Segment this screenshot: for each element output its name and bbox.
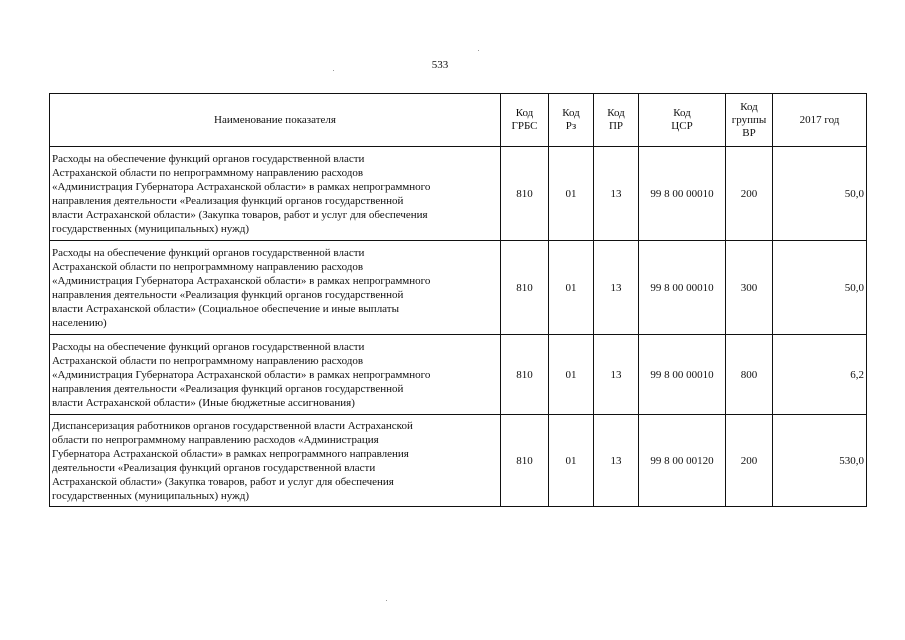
- vr-code: 200: [726, 415, 773, 507]
- indicator-name-line: Расходы на обеспечение функций органов государственной власти: [52, 152, 365, 165]
- header-vr-line: Код: [740, 100, 758, 113]
- header-rz-line: Код: [562, 107, 580, 119]
- indicator-name-line: области по непрограммному направлению расходов «Администрация: [52, 433, 379, 446]
- indicator-name-line: Астраханской области по непрограммному направлению расходов: [52, 354, 364, 367]
- pr-code: 13: [594, 241, 639, 335]
- csr-code: 99 8 00 00010: [639, 335, 726, 415]
- header-name: [50, 94, 501, 147]
- scan-speck: [333, 70, 334, 71]
- rz-code: 01: [549, 147, 594, 241]
- indicator-name-line: государственных (муниципальных) нужд): [52, 222, 249, 235]
- rz-code: 01: [549, 241, 594, 335]
- indicator-name: [50, 241, 501, 335]
- page-number: 533: [431, 59, 449, 71]
- indicator-name-line: направления деятельности «Реализация функций органов государственной: [52, 382, 404, 395]
- pr-code: 13: [594, 335, 639, 415]
- header-vr: [726, 94, 773, 147]
- header-grbs-line: ГРБС: [511, 120, 538, 132]
- header-grbs: [501, 94, 549, 147]
- vr-code: 300: [726, 241, 773, 335]
- indicator-name-line: Астраханской области» (Закупка товаров, работ и услуг для обеспечения: [52, 475, 394, 488]
- indicator-name-line: Расходы на обеспечение функций органов государственной власти: [52, 340, 365, 353]
- grbs-code: 810: [501, 147, 549, 241]
- header-vr-line: группы: [731, 113, 767, 126]
- indicator-name-line: «Администрация Губернатора Астраханской области» в рамках непрограммного: [52, 180, 431, 193]
- vr-code: 200: [726, 147, 773, 241]
- header-csr-line: Код: [673, 107, 691, 119]
- table-row: [50, 241, 867, 335]
- indicator-name-line: государственных (муниципальных) нужд): [52, 489, 249, 502]
- indicator-name-line: Губернатора Астраханской области» в рамках непрограммного направления: [52, 447, 409, 460]
- indicator-name-line: власти Астраханской области» (Иные бюджетные ассигнования): [52, 396, 355, 409]
- amount-2017: 6,2: [773, 335, 867, 415]
- grbs-code: 810: [501, 335, 549, 415]
- header-year: [773, 94, 867, 147]
- indicator-name-line: «Администрация Губернатора Астраханской области» в рамках непрограммного: [52, 274, 431, 287]
- header-pr: [594, 94, 639, 147]
- grbs-code: 810: [501, 415, 549, 507]
- scan-speck: [386, 600, 387, 601]
- indicator-name-line: Астраханской области по непрограммному направлению расходов: [52, 260, 364, 273]
- csr-code: 99 8 00 00120: [639, 415, 726, 507]
- vr-code: 800: [726, 335, 773, 415]
- indicator-name-line: Диспансеризация работников органов государственной власти Астраханской: [52, 419, 413, 432]
- table-header-row: [50, 94, 867, 147]
- indicator-name: [50, 147, 501, 241]
- pr-code: 13: [594, 415, 639, 507]
- header-csr: [639, 94, 726, 147]
- indicator-name-line: Астраханской области по непрограммному направлению расходов: [52, 166, 364, 179]
- header-rz: [549, 94, 594, 147]
- header-grbs-line: Код: [515, 107, 534, 119]
- grbs-code: 810: [501, 241, 549, 335]
- amount-2017: 50,0: [773, 241, 867, 335]
- scan-speck: [478, 50, 479, 51]
- header-csr-line: ЦСР: [671, 120, 693, 132]
- indicator-name-line: направления деятельности «Реализация функций органов государственной: [52, 288, 404, 301]
- indicator-name-line: населению): [52, 316, 107, 329]
- indicator-name-line: «Администрация Губернатора Астраханской области» в рамках непрограммного: [52, 368, 431, 381]
- csr-code: 99 8 00 00010: [639, 147, 726, 241]
- header-rz-line: Рз: [565, 120, 577, 132]
- amount-2017: 530,0: [773, 415, 867, 507]
- header-year-label: 2017 год: [799, 113, 840, 126]
- indicator-name-line: Расходы на обеспечение функций органов государственной власти: [52, 246, 365, 259]
- rz-code: 01: [549, 335, 594, 415]
- indicator-name-line: власти Астраханской области» (Социальное обеспечение и иные выплаты: [52, 302, 399, 315]
- pr-code: 13: [594, 147, 639, 241]
- header-pr-line: ПР: [608, 120, 624, 132]
- header-pr-line: Код: [607, 107, 625, 119]
- header-vr-line: ВР: [742, 126, 756, 139]
- amount-2017: 50,0: [773, 147, 867, 241]
- indicator-name: [50, 335, 501, 415]
- header-name-label: Наименование показателя: [214, 113, 336, 126]
- indicator-name: [50, 415, 501, 507]
- indicator-name-line: власти Астраханской области» (Закупка товаров, работ и услуг для обеспечения: [52, 208, 428, 221]
- indicator-name-line: деятельности «Реализация функций органов государственной власти: [52, 461, 376, 474]
- table-row: [50, 335, 867, 415]
- budget-table: [49, 93, 867, 507]
- table-row: [50, 415, 867, 507]
- rz-code: 01: [549, 415, 594, 507]
- csr-code: 99 8 00 00010: [639, 241, 726, 335]
- indicator-name-line: направления деятельности «Реализация функций органов государственной: [52, 194, 404, 207]
- table-row: [50, 147, 867, 241]
